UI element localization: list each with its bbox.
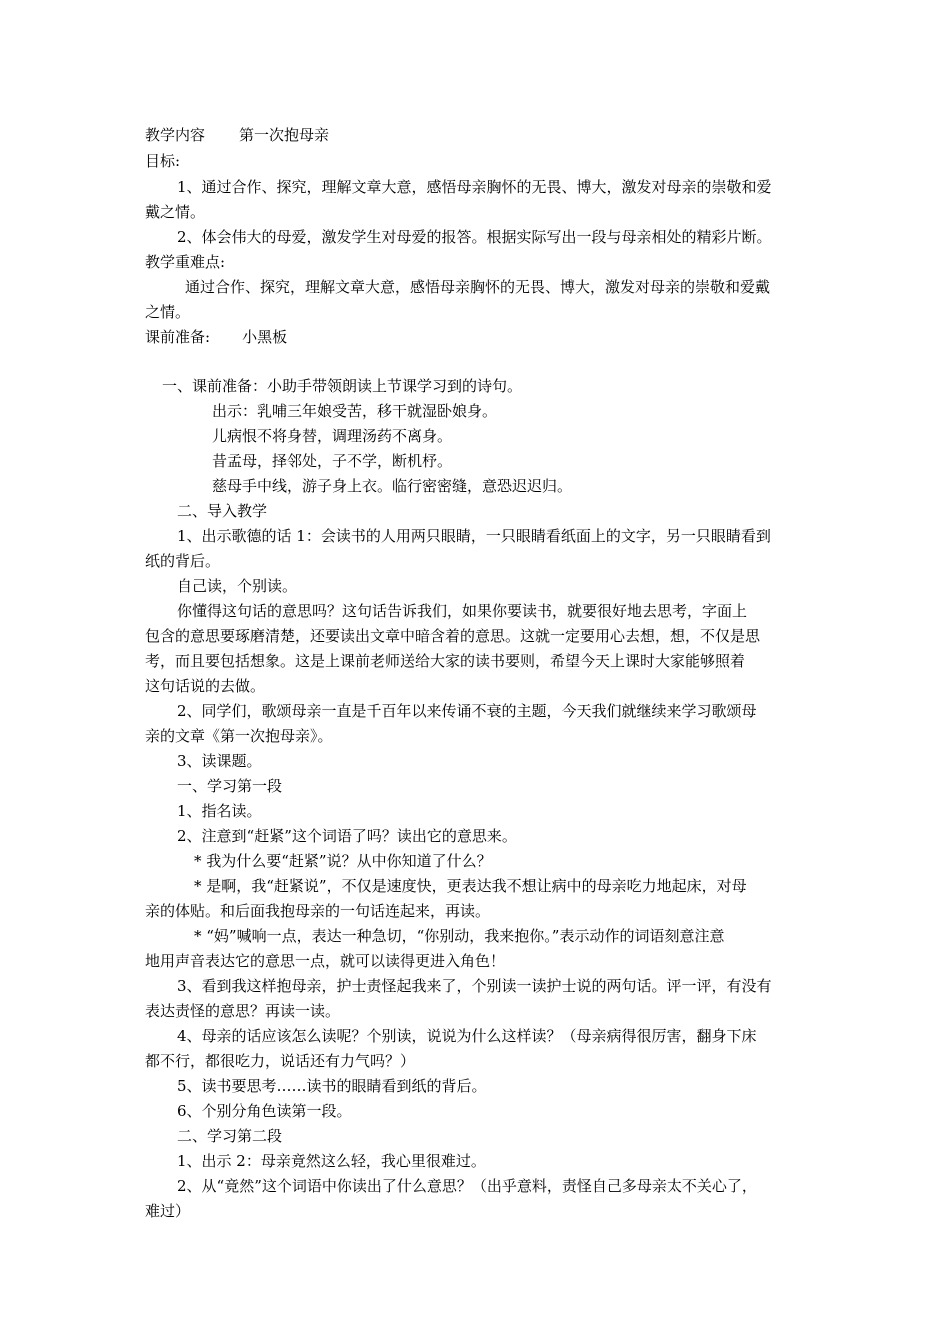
paragraph-line: 2、同学们，歌颂母亲一直是千百年以来传诵不衰的主题，今天我们就继续来学习歌颂母	[177, 702, 757, 720]
paragraph-line: 6、个别分角色读第一段。	[177, 1102, 352, 1120]
content-heading	[145, 124, 329, 146]
paragraph-line: 你懂得这句话的意思吗？这句话告诉我们，如果你要读书，就要很好地去思考，字面上	[177, 602, 748, 620]
paragraph-line: 亲的文章《第一次抱母亲》。	[145, 727, 333, 745]
poem-line-1: 出示：乳哺三年娘受苦，移干就湿卧娘身。	[212, 402, 498, 420]
paragraph-line: 2、注意到“赶紧”这个词语了吗？读出它的意思来。	[177, 827, 517, 845]
paragraph-line: 5、读书要思考……读书的眼睛看到纸的背后。	[177, 1077, 487, 1095]
poem-line-4: 慈母手中线，游子身上衣。临行密密缝，意恐迟迟归。	[212, 477, 573, 495]
section-intro: 二、导入教学	[177, 502, 268, 520]
section-pre-class: 一、课前准备：小助手带领朗读上节课学习到的诗句。	[162, 377, 523, 395]
preparation-value: 小黑板	[242, 328, 288, 346]
preparation-heading	[145, 326, 287, 348]
content-label: 教学内容	[145, 126, 206, 144]
key-points-label: 教学重难点:	[145, 253, 226, 271]
paragraph-line: 考，而且要包括想象。这是上课前老师送给大家的读书要则，希望今天上课时大家能够照着	[145, 652, 746, 670]
paragraph-line: 1、出示歌德的话 1：会读书的人用两只眼睛，一只眼睛看纸面上的文字，另一只眼睛看到	[177, 527, 771, 545]
goal-1-line-1: 1、通过合作、探究，理解文章大意，感悟母亲胸怀的无畏、博大，激发对母亲的崇敬和爱	[177, 178, 772, 196]
paragraph-line: 3、看到我这样抱母亲，护士责怪起我来了，个别读一读护士说的两句话。评一评，有没有	[177, 977, 772, 995]
paragraph-line: * “妈”喊响一点，表达一种急切，“你别动，我来抱你。”表示动作的词语刻意注意	[194, 927, 725, 945]
key-points-line-2: 之情。	[145, 303, 191, 321]
lesson-title: 第一次抱母亲	[239, 126, 330, 144]
poem-line-2: 儿病恨不将身替，调理汤药不离身。	[212, 427, 453, 445]
paragraph-line: 亲的体贴。和后面我抱母亲的一句话连起来，再读。	[145, 902, 491, 920]
goal-2: 2、体会伟大的母爱，激发学生对母爱的报答。根据实际写出一段与母亲相处的精彩片断。	[177, 228, 772, 246]
paragraph-line: 3、读课题。	[177, 752, 262, 770]
paragraph-line: 纸的背后。	[145, 552, 221, 570]
section-part-2: 二、学习第二段	[177, 1127, 283, 1145]
key-points-line-1: 通过合作、探究，理解文章大意，感悟母亲胸怀的无畏、博大，激发对母亲的崇敬和爱戴	[185, 278, 771, 296]
paragraph-line: * 我为什么要“赶紧”说？从中你知道了什么？	[194, 852, 492, 870]
paragraph-line: 包含的意思要琢磨清楚，还要读出文章中暗含着的意思。这就一定要用心去想，想，不仅是思	[145, 627, 761, 645]
paragraph-line: 自己读，个别读。	[177, 577, 298, 595]
paragraph-line: 都不行，都很吃力，说话还有力气吗？）	[145, 1052, 416, 1070]
paragraph-line: 表达责怪的意思？再读一读。	[145, 1002, 341, 1020]
paragraph-line: 1、出示 2：母亲竟然这么轻，我心里很难过。	[177, 1152, 486, 1170]
paragraph-line: * 是啊，我“赶紧说”，不仅是速度快，更表达我不想让病中的母亲吃力地起床，对母	[194, 877, 747, 895]
paragraph-line: 地用声音表达它的意思一点，就可以读得更进入角色！	[145, 952, 506, 970]
paragraph-line: 这句话说的去做。	[145, 677, 266, 695]
poem-line-3: 昔孟母，择邻处，子不学，断机杼。	[212, 452, 453, 470]
paragraph-line: 难过）	[145, 1202, 191, 1220]
paragraph-line: 4、母亲的话应该怎么读呢？个别读，说说为什么这样读？（母亲病得很厉害，翻身下床	[177, 1027, 757, 1045]
paragraph-line: 2、从“竟然”这个词语中你读出了什么意思？（出乎意料，责怪自己多母亲太不关心了，	[177, 1177, 757, 1195]
preparation-label: 课前准备:	[145, 328, 211, 346]
goals-label: 目标:	[145, 152, 181, 170]
paragraph-line: 1、指名读。	[177, 802, 262, 820]
goal-1-line-2: 戴之情。	[145, 203, 206, 221]
section-part-1: 一、学习第一段	[177, 777, 283, 795]
